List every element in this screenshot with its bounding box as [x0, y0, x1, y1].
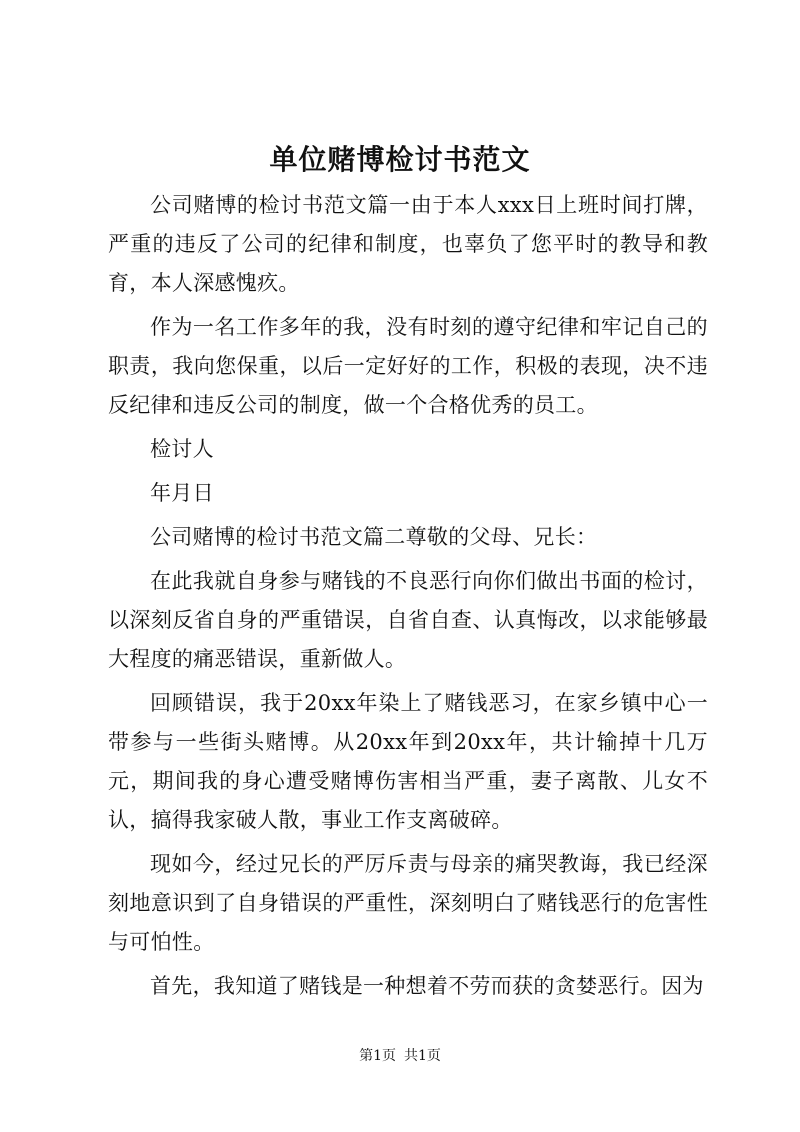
paragraph: 作为一名工作多年的我，没有时刻的遵守纪律和牢记自己的职责，我向您保重，以后一定好好的工作，积极的表现，决不违反纪律和违反公司的制度，做一个合格优秀的员工。	[108, 315, 708, 417]
page-total: 共1页	[404, 1048, 441, 1064]
paragraph: 首先，我知道了赌钱是一种想着不劳而获的贪婪恶行。因为	[150, 974, 704, 998]
signature-label: 检讨人	[150, 437, 214, 461]
date-label: 年月日	[150, 481, 214, 505]
paragraph: 在此我就自身参与赌钱的不良恶行向你们做出书面的检讨，以深刻反省自身的严重错误，自省自查、认真悔改，以求能够最大程度的痛恶错误，重新做人。	[108, 569, 708, 671]
paragraph: 公司赌博的检讨书范文篇二尊敬的父母、兄长：	[150, 525, 598, 549]
paragraph: 现如今，经过兄长的严厉斥责与母亲的痛哭教诲，我已经深刻地意识到了自身错误的严重性，深刻明白了赌钱恶行的危害性与可怕性。	[108, 852, 708, 954]
paragraph: 公司赌博的检讨书范文篇一由于本人xxx日上班时间打牌，严重的违反了公司的纪律和制度，也辜负了您平时的教导和教育，本人深感愧疚。	[108, 193, 708, 295]
paragraph: 回顾错误，我于20xx年染上了赌钱恶习，在家乡镇中心一带参与一些街头赌博。从20xx年到20xx年，共计输掉十几万元，期间我的身心遭受赌博伤害相当严重，妻子离散、儿女不认，搞得我家破人散，事业工作支离破碎。	[108, 691, 708, 832]
page-footer	[0, 1046, 800, 1066]
document-title: 单位赌博检讨书范文	[269, 143, 531, 176]
document-body	[108, 186, 708, 1006]
page-number: 第1页	[359, 1048, 396, 1064]
